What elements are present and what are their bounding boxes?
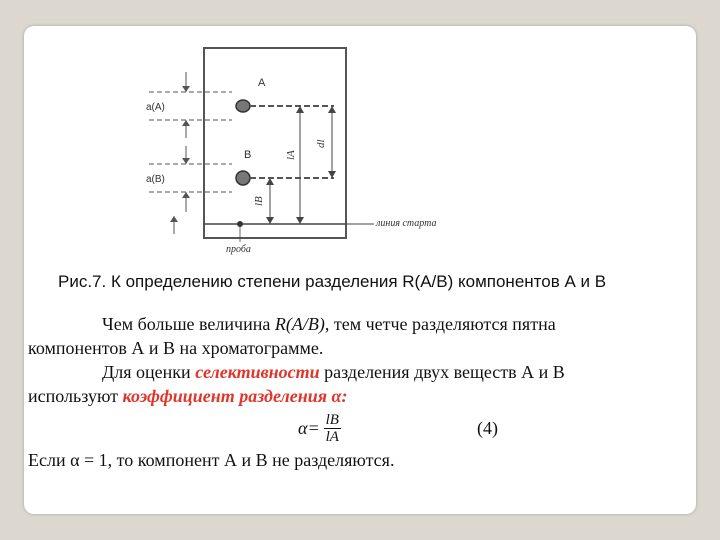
spot-b (236, 171, 250, 185)
para1-line1: Чем больше величина R(A/B), тем четче разделяются пятна (102, 314, 556, 334)
equation-number: (4) (477, 418, 498, 438)
para2-line1: Для оценки селективности разделения двух веществ А и В (102, 362, 565, 382)
chromatogram-diagram (134, 46, 474, 256)
label-a: A (258, 77, 266, 89)
formula: α= $\frac{lB}{lA}$ (298, 412, 339, 445)
para1-line2: компонентов А и В на хроматограмме. (28, 338, 324, 358)
slide-card (24, 26, 696, 514)
formula-fraction: $\frac{lB}{lA}$ (325, 412, 339, 445)
label-lA: lA (285, 150, 297, 160)
label-aA: a(A) (146, 102, 165, 113)
label-dl: dl (315, 139, 327, 148)
label-lB: lB (253, 196, 265, 206)
para2-line2: используют коэффициент разделения α: (28, 386, 348, 406)
figure-caption: Рис.7. К определению степени разделения R(A/B) компонентов А и В (58, 272, 607, 291)
label-probe: проба (226, 244, 251, 255)
term-selectivity: селективности (195, 362, 320, 382)
term-separation-coefficient: коэффициент разделения α: (122, 386, 348, 406)
label-aB: a(B) (146, 174, 165, 185)
spot-a (236, 100, 250, 112)
para3: Если α = 1, то компонент А и В не разделяются. (28, 450, 395, 470)
label-b: B (244, 149, 252, 161)
label-start-line: линия старта (376, 218, 437, 229)
